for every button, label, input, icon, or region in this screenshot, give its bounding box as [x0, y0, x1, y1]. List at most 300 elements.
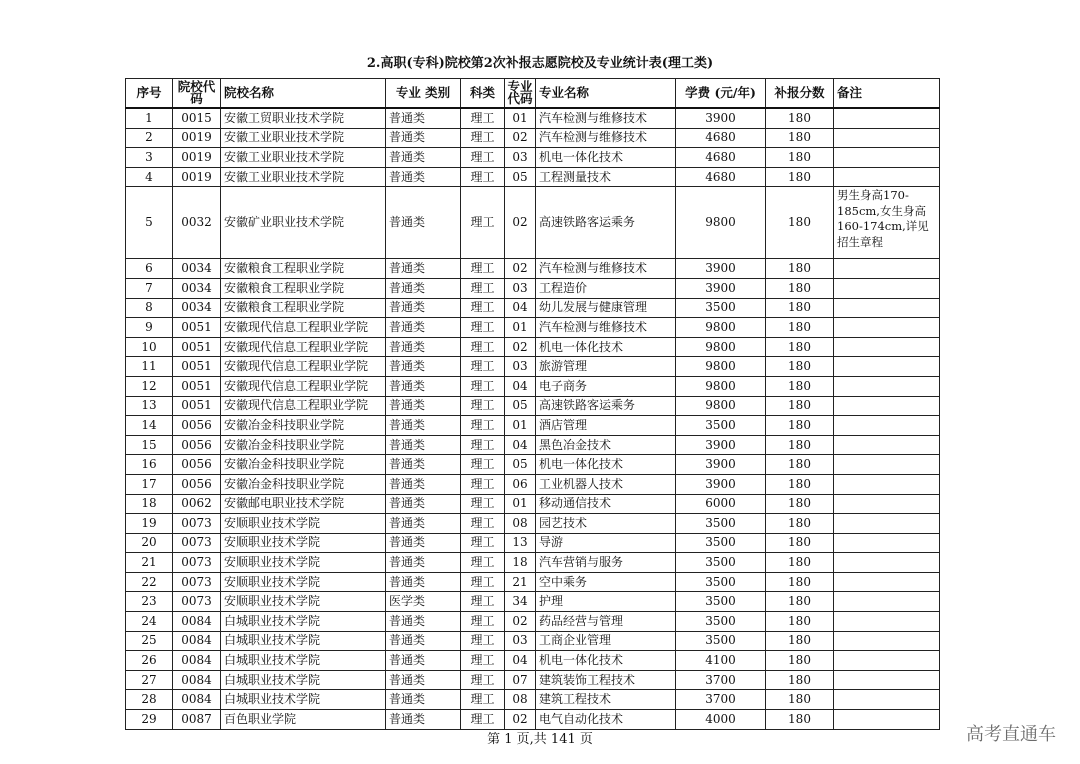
- cell-major-code: 08: [505, 514, 536, 534]
- cell-school-code: 0087: [173, 710, 221, 730]
- cell-subject: 理工: [461, 187, 505, 259]
- cell-school-code: 0056: [173, 435, 221, 455]
- cell-index: 13: [126, 396, 173, 416]
- cell-major-name: 建筑装饰工程技术: [536, 670, 676, 690]
- cell-tuition: 9800: [676, 318, 766, 338]
- cell-school-code: 0034: [173, 278, 221, 298]
- cell-category: 普通类: [386, 128, 461, 148]
- cell-major-code: 04: [505, 376, 536, 396]
- cell-index: 10: [126, 337, 173, 357]
- cell-tuition: 3500: [676, 631, 766, 651]
- cell-major-name: 汽车检测与维修技术: [536, 108, 676, 128]
- cell-score: 180: [766, 592, 834, 612]
- cell-tuition: 6000: [676, 494, 766, 514]
- table-row: [126, 396, 940, 416]
- cell-major-code: 07: [505, 670, 536, 690]
- cell-major-name: 汽车营销与服务: [536, 553, 676, 573]
- cell-subject: 理工: [461, 396, 505, 416]
- header-subject: 科类: [461, 79, 505, 109]
- cell-tuition: 3700: [676, 690, 766, 710]
- cell-score: 180: [766, 474, 834, 494]
- cell-school-code: 0084: [173, 690, 221, 710]
- cell-index: 11: [126, 357, 173, 377]
- cell-index: 24: [126, 612, 173, 632]
- header-school-name: 院校名称: [221, 79, 386, 109]
- cell-major-code: 01: [505, 108, 536, 128]
- cell-notes: [834, 108, 940, 128]
- cell-notes: [834, 376, 940, 396]
- cell-school-name: 安顺职业技术学院: [221, 592, 386, 612]
- cell-major-name: 护理: [536, 592, 676, 612]
- cell-tuition: 9800: [676, 337, 766, 357]
- cell-tuition: 9800: [676, 357, 766, 377]
- cell-school-name: 白城职业技术学院: [221, 670, 386, 690]
- cell-major-code: 04: [505, 298, 536, 318]
- cell-notes: [834, 474, 940, 494]
- cell-index: 6: [126, 259, 173, 279]
- cell-notes: [834, 670, 940, 690]
- cell-school-code: 0034: [173, 259, 221, 279]
- cell-score: 180: [766, 494, 834, 514]
- cell-subject: 理工: [461, 690, 505, 710]
- cell-subject: 理工: [461, 278, 505, 298]
- cell-major-code: 34: [505, 592, 536, 612]
- cell-major-code: 06: [505, 474, 536, 494]
- cell-tuition: 3900: [676, 474, 766, 494]
- header-tuition: 学费 (元/年): [676, 79, 766, 109]
- cell-score: 180: [766, 651, 834, 671]
- cell-tuition: 3700: [676, 670, 766, 690]
- cell-major-name: 工程测量技术: [536, 167, 676, 187]
- cell-major-code: 02: [505, 612, 536, 632]
- cell-school-code: 0073: [173, 533, 221, 553]
- cell-school-code: 0019: [173, 148, 221, 168]
- cell-major-name: 机电一体化技术: [536, 148, 676, 168]
- cell-index: 1: [126, 108, 173, 128]
- cell-school-code: 0051: [173, 318, 221, 338]
- cell-subject: 理工: [461, 318, 505, 338]
- cell-school-name: 安顺职业技术学院: [221, 572, 386, 592]
- cell-school-code: 0062: [173, 494, 221, 514]
- cell-subject: 理工: [461, 435, 505, 455]
- cell-subject: 理工: [461, 670, 505, 690]
- header-index: 序号: [126, 79, 173, 109]
- cell-notes: [834, 337, 940, 357]
- cell-index: 9: [126, 318, 173, 338]
- header-school-code: 院校代码: [173, 79, 221, 109]
- document-title: 2.高职(专科)院校第2次补报志愿院校及专业统计表(理工类): [366, 56, 714, 71]
- cell-major-name: 电气自动化技术: [536, 710, 676, 730]
- table-row: [126, 357, 940, 377]
- cell-tuition: 3500: [676, 514, 766, 534]
- cell-index: 3: [126, 148, 173, 168]
- cell-subject: 理工: [461, 474, 505, 494]
- cell-index: 14: [126, 416, 173, 436]
- cell-major-name: 高速铁路客运乘务: [536, 187, 676, 259]
- table-header-row: [126, 79, 940, 109]
- cell-index: 23: [126, 592, 173, 612]
- cell-index: 25: [126, 631, 173, 651]
- cell-notes: [834, 357, 940, 377]
- cell-major-name: 工程造价: [536, 278, 676, 298]
- cell-score: 180: [766, 167, 834, 187]
- cell-score: 180: [766, 514, 834, 534]
- cell-index: 22: [126, 572, 173, 592]
- cell-major-name: 汽车检测与维修技术: [536, 318, 676, 338]
- table-row: [126, 651, 940, 671]
- cell-school-code: 0056: [173, 416, 221, 436]
- cell-category: 普通类: [386, 396, 461, 416]
- cell-score: 180: [766, 259, 834, 279]
- cell-major-code: 02: [505, 710, 536, 730]
- cell-score: 180: [766, 455, 834, 475]
- cell-school-name: 安徽冶金科技职业学院: [221, 474, 386, 494]
- cell-major-name: 黑色冶金技术: [536, 435, 676, 455]
- cell-major-name: 导游: [536, 533, 676, 553]
- cell-subject: 理工: [461, 612, 505, 632]
- table-row: [126, 494, 940, 514]
- cell-major-code: 04: [505, 651, 536, 671]
- cell-index: 29: [126, 710, 173, 730]
- cell-notes: [834, 651, 940, 671]
- cell-school-name: 白城职业技术学院: [221, 651, 386, 671]
- cell-tuition: 3500: [676, 612, 766, 632]
- cell-notes: [834, 318, 940, 338]
- cell-major-code: 08: [505, 690, 536, 710]
- cell-school-name: 安徽现代信息工程职业学院: [221, 376, 386, 396]
- cell-tuition: 3500: [676, 592, 766, 612]
- cell-school-code: 0073: [173, 572, 221, 592]
- cell-school-code: 0073: [173, 553, 221, 573]
- cell-score: 180: [766, 396, 834, 416]
- cell-score: 180: [766, 187, 834, 259]
- cell-notes: [834, 710, 940, 730]
- cell-notes: [834, 167, 940, 187]
- cell-index: 20: [126, 533, 173, 553]
- cell-score: 180: [766, 435, 834, 455]
- cell-major-name: 酒店管理: [536, 416, 676, 436]
- cell-subject: 理工: [461, 108, 505, 128]
- cell-score: 180: [766, 337, 834, 357]
- cell-tuition: 3900: [676, 278, 766, 298]
- cell-category: 普通类: [386, 167, 461, 187]
- cell-subject: 理工: [461, 592, 505, 612]
- cell-tuition: 3500: [676, 572, 766, 592]
- cell-index: 5: [126, 187, 173, 259]
- cell-subject: 理工: [461, 651, 505, 671]
- cell-major-code: 03: [505, 357, 536, 377]
- cell-tuition: 3500: [676, 416, 766, 436]
- cell-school-name: 安徽工业职业技术学院: [221, 167, 386, 187]
- cell-school-name: 白城职业技术学院: [221, 612, 386, 632]
- cell-major-code: 03: [505, 148, 536, 168]
- watermark-logo-text: 高考直通车: [966, 724, 1056, 745]
- cell-tuition: 3900: [676, 108, 766, 128]
- header-major-name: 专业名称: [536, 79, 676, 109]
- cell-notes: [834, 298, 940, 318]
- cell-notes: [834, 514, 940, 534]
- cell-score: 180: [766, 128, 834, 148]
- cell-notes: [834, 631, 940, 651]
- header-category: 专业 类别: [386, 79, 461, 109]
- cell-school-code: 0056: [173, 474, 221, 494]
- cell-subject: 理工: [461, 337, 505, 357]
- cell-category: 普通类: [386, 278, 461, 298]
- table-row: [126, 631, 940, 651]
- cell-category: 普通类: [386, 572, 461, 592]
- cell-category: 普通类: [386, 514, 461, 534]
- cell-school-name: 百色职业学院: [221, 710, 386, 730]
- cell-school-name: 白城职业技术学院: [221, 631, 386, 651]
- cell-major-code: 02: [505, 259, 536, 279]
- cell-index: 21: [126, 553, 173, 573]
- cell-notes: [834, 533, 940, 553]
- cell-category: 普通类: [386, 108, 461, 128]
- cell-index: 8: [126, 298, 173, 318]
- cell-score: 180: [766, 670, 834, 690]
- cell-tuition: 9800: [676, 376, 766, 396]
- cell-school-code: 0051: [173, 376, 221, 396]
- cell-category: 普通类: [386, 455, 461, 475]
- cell-notes: [834, 612, 940, 632]
- cell-tuition: 3500: [676, 533, 766, 553]
- cell-major-code: 05: [505, 396, 536, 416]
- cell-category: 普通类: [386, 670, 461, 690]
- table-row: [126, 455, 940, 475]
- table-row: [126, 572, 940, 592]
- cell-score: 180: [766, 416, 834, 436]
- cell-index: 12: [126, 376, 173, 396]
- table-row: [126, 278, 940, 298]
- table-row: [126, 514, 940, 534]
- cell-school-name: 安徽冶金科技职业学院: [221, 416, 386, 436]
- cell-school-name: 安顺职业技术学院: [221, 533, 386, 553]
- cell-category: 普通类: [386, 553, 461, 573]
- cell-category: 普通类: [386, 710, 461, 730]
- cell-major-name: 汽车检测与维修技术: [536, 128, 676, 148]
- cell-category: 普通类: [386, 187, 461, 259]
- cell-major-code: 18: [505, 553, 536, 573]
- table-row: [126, 612, 940, 632]
- table-row: [126, 553, 940, 573]
- cell-category: 普通类: [386, 631, 461, 651]
- cell-category: 普通类: [386, 690, 461, 710]
- cell-subject: 理工: [461, 514, 505, 534]
- cell-school-code: 0056: [173, 455, 221, 475]
- cell-school-name: 安徽冶金科技职业学院: [221, 435, 386, 455]
- table-row: [126, 416, 940, 436]
- cell-index: 15: [126, 435, 173, 455]
- cell-score: 180: [766, 278, 834, 298]
- cell-score: 180: [766, 690, 834, 710]
- cell-subject: 理工: [461, 148, 505, 168]
- cell-notes: 男生身高170-185cm,女生身高160-174cm,详见招生章程: [834, 187, 940, 259]
- cell-major-code: 03: [505, 631, 536, 651]
- cell-index: 26: [126, 651, 173, 671]
- cell-category: 普通类: [386, 612, 461, 632]
- cell-school-name: 安徽现代信息工程职业学院: [221, 357, 386, 377]
- cell-subject: 理工: [461, 572, 505, 592]
- cell-score: 180: [766, 298, 834, 318]
- cell-subject: 理工: [461, 533, 505, 553]
- cell-major-code: 02: [505, 187, 536, 259]
- cell-score: 180: [766, 533, 834, 553]
- cell-tuition: 9800: [676, 396, 766, 416]
- cell-index: 28: [126, 690, 173, 710]
- cell-tuition: 4680: [676, 128, 766, 148]
- cell-tuition: 9800: [676, 187, 766, 259]
- cell-school-name: 安徽邮电职业技术学院: [221, 494, 386, 514]
- table-row: [126, 128, 940, 148]
- header-major-code: 专业代码: [505, 79, 536, 109]
- cell-category: 普通类: [386, 357, 461, 377]
- cell-subject: 理工: [461, 298, 505, 318]
- cell-school-name: 安徽粮食工程职业学院: [221, 298, 386, 318]
- cell-category: 普通类: [386, 651, 461, 671]
- cell-school-code: 0051: [173, 337, 221, 357]
- cell-school-code: 0073: [173, 592, 221, 612]
- table-row: [126, 148, 940, 168]
- header-score: 补报分数: [766, 79, 834, 109]
- cell-notes: [834, 690, 940, 710]
- table-row: [126, 670, 940, 690]
- cell-school-name: 安顺职业技术学院: [221, 553, 386, 573]
- cell-school-code: 0034: [173, 298, 221, 318]
- cell-school-code: 0015: [173, 108, 221, 128]
- cell-subject: 理工: [461, 167, 505, 187]
- cell-major-name: 幼儿发展与健康管理: [536, 298, 676, 318]
- cell-major-name: 工业机器人技术: [536, 474, 676, 494]
- cell-tuition: 3500: [676, 553, 766, 573]
- table-row: [126, 298, 940, 318]
- table-row: [126, 259, 940, 279]
- cell-tuition: 4000: [676, 710, 766, 730]
- table-row: [126, 592, 940, 612]
- cell-school-name: 安徽工业职业技术学院: [221, 128, 386, 148]
- cell-school-name: 安顺职业技术学院: [221, 514, 386, 534]
- cell-major-name: 建筑工程技术: [536, 690, 676, 710]
- table-row: [126, 318, 940, 338]
- cell-notes: [834, 572, 940, 592]
- cell-major-name: 机电一体化技术: [536, 455, 676, 475]
- cell-score: 180: [766, 553, 834, 573]
- cell-school-code: 0073: [173, 514, 221, 534]
- cell-index: 16: [126, 455, 173, 475]
- cell-index: 27: [126, 670, 173, 690]
- cell-score: 180: [766, 612, 834, 632]
- cell-school-name: 安徽矿业职业技术学院: [221, 187, 386, 259]
- cell-category: 医学类: [386, 592, 461, 612]
- table-row: [126, 690, 940, 710]
- page-footer: 第 1 页,共 141 页: [487, 732, 593, 747]
- cell-subject: 理工: [461, 494, 505, 514]
- cell-score: 180: [766, 572, 834, 592]
- cell-category: 普通类: [386, 494, 461, 514]
- cell-major-code: 02: [505, 128, 536, 148]
- cell-notes: [834, 259, 940, 279]
- cell-major-code: 03: [505, 278, 536, 298]
- cell-school-name: 白城职业技术学院: [221, 690, 386, 710]
- table-row: [126, 533, 940, 553]
- cell-category: 普通类: [386, 318, 461, 338]
- cell-category: 普通类: [386, 259, 461, 279]
- cell-subject: 理工: [461, 376, 505, 396]
- cell-school-code: 0032: [173, 187, 221, 259]
- cell-tuition: 3900: [676, 259, 766, 279]
- cell-notes: [834, 148, 940, 168]
- cell-notes: [834, 455, 940, 475]
- cell-subject: 理工: [461, 553, 505, 573]
- cell-major-code: 01: [505, 494, 536, 514]
- cell-major-code: 05: [505, 167, 536, 187]
- cell-subject: 理工: [461, 259, 505, 279]
- cell-category: 普通类: [386, 148, 461, 168]
- cell-school-code: 0084: [173, 670, 221, 690]
- cell-notes: [834, 494, 940, 514]
- cell-major-name: 药品经营与管理: [536, 612, 676, 632]
- cell-score: 180: [766, 631, 834, 651]
- cell-index: 19: [126, 514, 173, 534]
- cell-major-code: 02: [505, 337, 536, 357]
- cell-notes: [834, 278, 940, 298]
- cell-school-name: 安徽工贸职业技术学院: [221, 108, 386, 128]
- cell-major-name: 电子商务: [536, 376, 676, 396]
- cell-major-name: 汽车检测与维修技术: [536, 259, 676, 279]
- cell-category: 普通类: [386, 298, 461, 318]
- cell-notes: [834, 128, 940, 148]
- cell-index: 7: [126, 278, 173, 298]
- cell-major-code: 01: [505, 318, 536, 338]
- cell-major-name: 空中乘务: [536, 572, 676, 592]
- cell-subject: 理工: [461, 455, 505, 475]
- cell-index: 18: [126, 494, 173, 514]
- cell-tuition: 3900: [676, 435, 766, 455]
- cell-notes: [834, 435, 940, 455]
- cell-major-name: 园艺技术: [536, 514, 676, 534]
- table-row: [126, 337, 940, 357]
- cell-subject: 理工: [461, 710, 505, 730]
- cell-school-name: 安徽粮食工程职业学院: [221, 278, 386, 298]
- cell-tuition: 3500: [676, 298, 766, 318]
- cell-major-code: 21: [505, 572, 536, 592]
- cell-school-code: 0051: [173, 396, 221, 416]
- cell-major-name: 机电一体化技术: [536, 337, 676, 357]
- cell-school-name: 安徽工业职业技术学院: [221, 148, 386, 168]
- cell-school-name: 安徽粮食工程职业学院: [221, 259, 386, 279]
- cell-score: 180: [766, 108, 834, 128]
- cell-tuition: 3900: [676, 455, 766, 475]
- cell-major-code: 01: [505, 416, 536, 436]
- cell-school-name: 安徽现代信息工程职业学院: [221, 318, 386, 338]
- enrollment-table: [125, 78, 940, 730]
- cell-score: 180: [766, 357, 834, 377]
- cell-tuition: 4100: [676, 651, 766, 671]
- cell-category: 普通类: [386, 416, 461, 436]
- header-notes: 备注: [834, 79, 940, 109]
- cell-major-name: 旅游管理: [536, 357, 676, 377]
- cell-school-name: 安徽冶金科技职业学院: [221, 455, 386, 475]
- cell-school-name: 安徽现代信息工程职业学院: [221, 337, 386, 357]
- cell-subject: 理工: [461, 128, 505, 148]
- cell-tuition: 4680: [676, 167, 766, 187]
- table-row: [126, 474, 940, 494]
- table-row: [126, 435, 940, 455]
- cell-major-code: 04: [505, 435, 536, 455]
- cell-school-code: 0084: [173, 631, 221, 651]
- cell-category: 普通类: [386, 435, 461, 455]
- cell-index: 4: [126, 167, 173, 187]
- cell-school-name: 安徽现代信息工程职业学院: [221, 396, 386, 416]
